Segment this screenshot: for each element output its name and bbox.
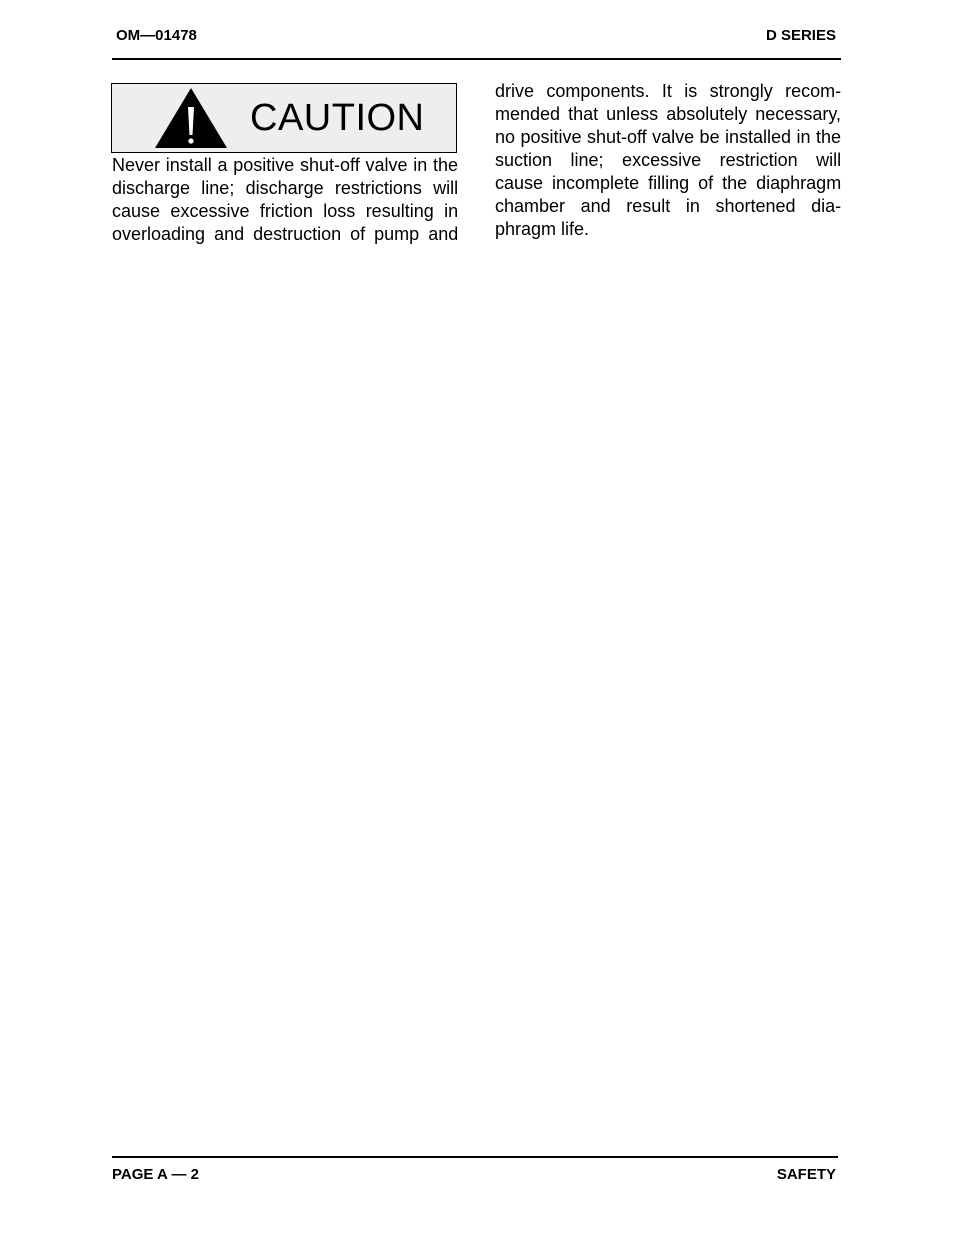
- section-title: SAFETY: [776, 1166, 836, 1183]
- series-title: D SERIES: [765, 27, 836, 44]
- caution-text-left-column: [112, 154, 458, 246]
- header-rule: [112, 58, 841, 60]
- text-line: cause incomplete filling of the diaphragm: [495, 173, 842, 193]
- text-line: cause excessive friction loss resulting in: [112, 201, 459, 221]
- footer-rule: [112, 1156, 838, 1158]
- text-line: no positive shut-off valve be installed in the: [495, 127, 841, 147]
- text-line: suction line; excessive restriction will: [495, 150, 842, 170]
- document-number: OM—01478: [116, 27, 197, 44]
- text-line: phragm life.: [495, 219, 590, 239]
- caution-banner: [111, 83, 457, 153]
- text-line: discharge line; discharge restrictions will: [112, 178, 459, 198]
- page-number: PAGE A — 2: [112, 1166, 199, 1183]
- text-line: mended that unless absolutely necessary,: [495, 104, 841, 124]
- text-line: drive components. It is strongly recom-: [495, 81, 842, 101]
- caution-text-right-column: [495, 80, 841, 241]
- text-line: overloading and destruction of pump and: [112, 224, 459, 244]
- text-line: chamber and result in shortened dia-: [495, 196, 842, 216]
- text-line: Never install a positive shut-off valve in the: [112, 155, 458, 175]
- caution-label: CAUTION: [250, 97, 425, 139]
- warning-triangle-icon: [154, 87, 228, 149]
